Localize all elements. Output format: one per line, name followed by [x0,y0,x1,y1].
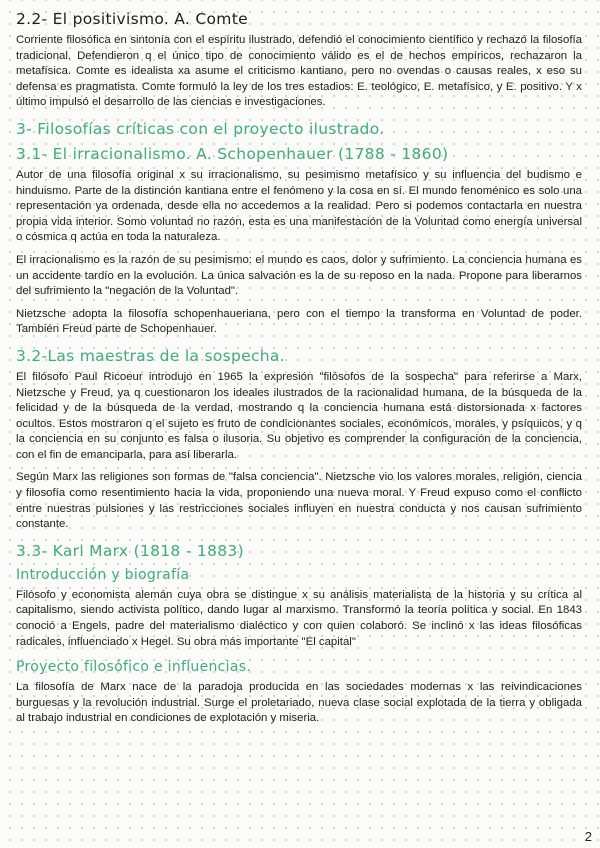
heading-positivismo: 2.2- El positivismo. A. Comte [16,10,248,28]
heading-irracionalismo: 3.1- El irracionalismo. A. Schopenhauer (1788 - 1860) [16,144,449,163]
paragraph-marx-biografia: Filósofo y economista alemán cuya obra se distingue x su análisis materialista de la historia y su crítica al capitalismo, siendo activista político, dando lugar al marxismo. Transformó la teoría política y social. En 1843 conoció a Engels, padre del materialismo dialéctico y con quien colaboró. Se inclinó x las ideas filosóficas radicales, influenciado x Hegel. Su obra más importante "El capital" [16,588,582,648]
paragraph-positivismo: Corriente filosófica en sintonía con el espíritu ilustrado, defendió el conocimiento científico y rechazó la filosofía tradicional. Defendieron q el único tipo de conocimiento válido es el de hechos empíricos, rechazaron la metafísica. Comte es idealista xa asume el criticismo kantiano, pero no ovendas o causas reales, x eso su defensa es pragmatista. Comte formuló la ley de los tres estadios: E. teológico, E. metafísico, y E. positivo. Y x último impulsó el desarrollo de las ciencias e investigaciones. [16,34,582,109]
page-number: 2 [584,829,592,844]
paragraph-schopenhauer-3: Nietzsche adopta la filosofía schopenhaueriana, pero con el tiempo la transforma en Voluntad de poder. También Freud parte de Schopenhauer. [16,307,582,336]
paragraph-schopenhauer-2: El irracionalismo es la razón de su pesimismo: el mundo es caos, dolor y sufrimiento. La conciencia humana es un accidente tardío en la evolución. La única salvación es la de su reposo en la nada. Propone para liberarnos del sufrimiento la "negación de la Voluntad". [16,253,582,298]
paragraph-marx-proyecto: La filosofía de Marx nace de la paradoja producida en las sociedades modernas x las reivindicaciones burguesas y la revolución industrial. Surge el proletariado, nueva clase social explotada de la tierra y obligada al trabajo industrial en condiciones de explotación y miseria. [16,681,582,725]
paragraph-sospecha-2: Según Marx las religiones son formas de "falsa conciencia". Nietzsche vio los valores morales, religión, ciencia y filosofía como resentimiento hacia la vida, proponiendo una nueva moral. Y Freud expuso como el conflicto entre nuestras pulsiones y las restricciones sociales influyen en nuestra conducta y nos causan sufrimiento constante. [16,471,582,531]
heading-maestras-sospecha: 3.2-Las maestras de la sospecha. [16,346,285,365]
paragraph-sospecha-1: El filósofo Paul Ricoeur introdujo en 1965 la expresión "filósofos de la sospecha" para referirse a Marx, Nietzsche y Freud, ya q cuestionaron los ideales ilustrados de la racionalidad humana, de la búsqueda de la felicidad y de la búsqueda de la verdad, mostrando q la conciencia humana está distorsionada x factores ocultos. Estos mostraron q el sujeto es fruto de condicionantes sociales, económicos, morales, y psíquicos, y q la conciencia en su conjunto es falsa o ilusoria. Su objetivo es comprender la configuración de la conciencia, con el fin de emanciparla, para así liberarla. [16,370,582,461]
subheading-introduccion: Introducción y biografía [16,566,190,583]
paragraph-schopenhauer-1: Autor de una filosofía original x su irracionalismo, su pesimismo metafísico y su influencia del budismo e hinduismo. Parte de la distinción kantiana entre el fenómeno y la cosa en sí. El mundo fenoménico es solo una representación ya ordenada, desde ella no accedemos a la realidad. Pero si podemos contactarla en nuestra propia vida interior. Somo voluntad no razón, esta es una manifestación de la Voluntad como energía universal o cósmica q actúa en toda la naturaleza. [16,168,582,244]
subheading-proyecto-filosofico: Proyecto filosófico e influencias. [16,659,252,676]
notebook-page [16,8,582,727]
heading-karl-marx: 3.3- Karl Marx (1818 - 1883) [16,541,244,560]
heading-filosofias-criticas: 3- Filosofías críticas con el proyecto ilustrado. [16,119,385,138]
